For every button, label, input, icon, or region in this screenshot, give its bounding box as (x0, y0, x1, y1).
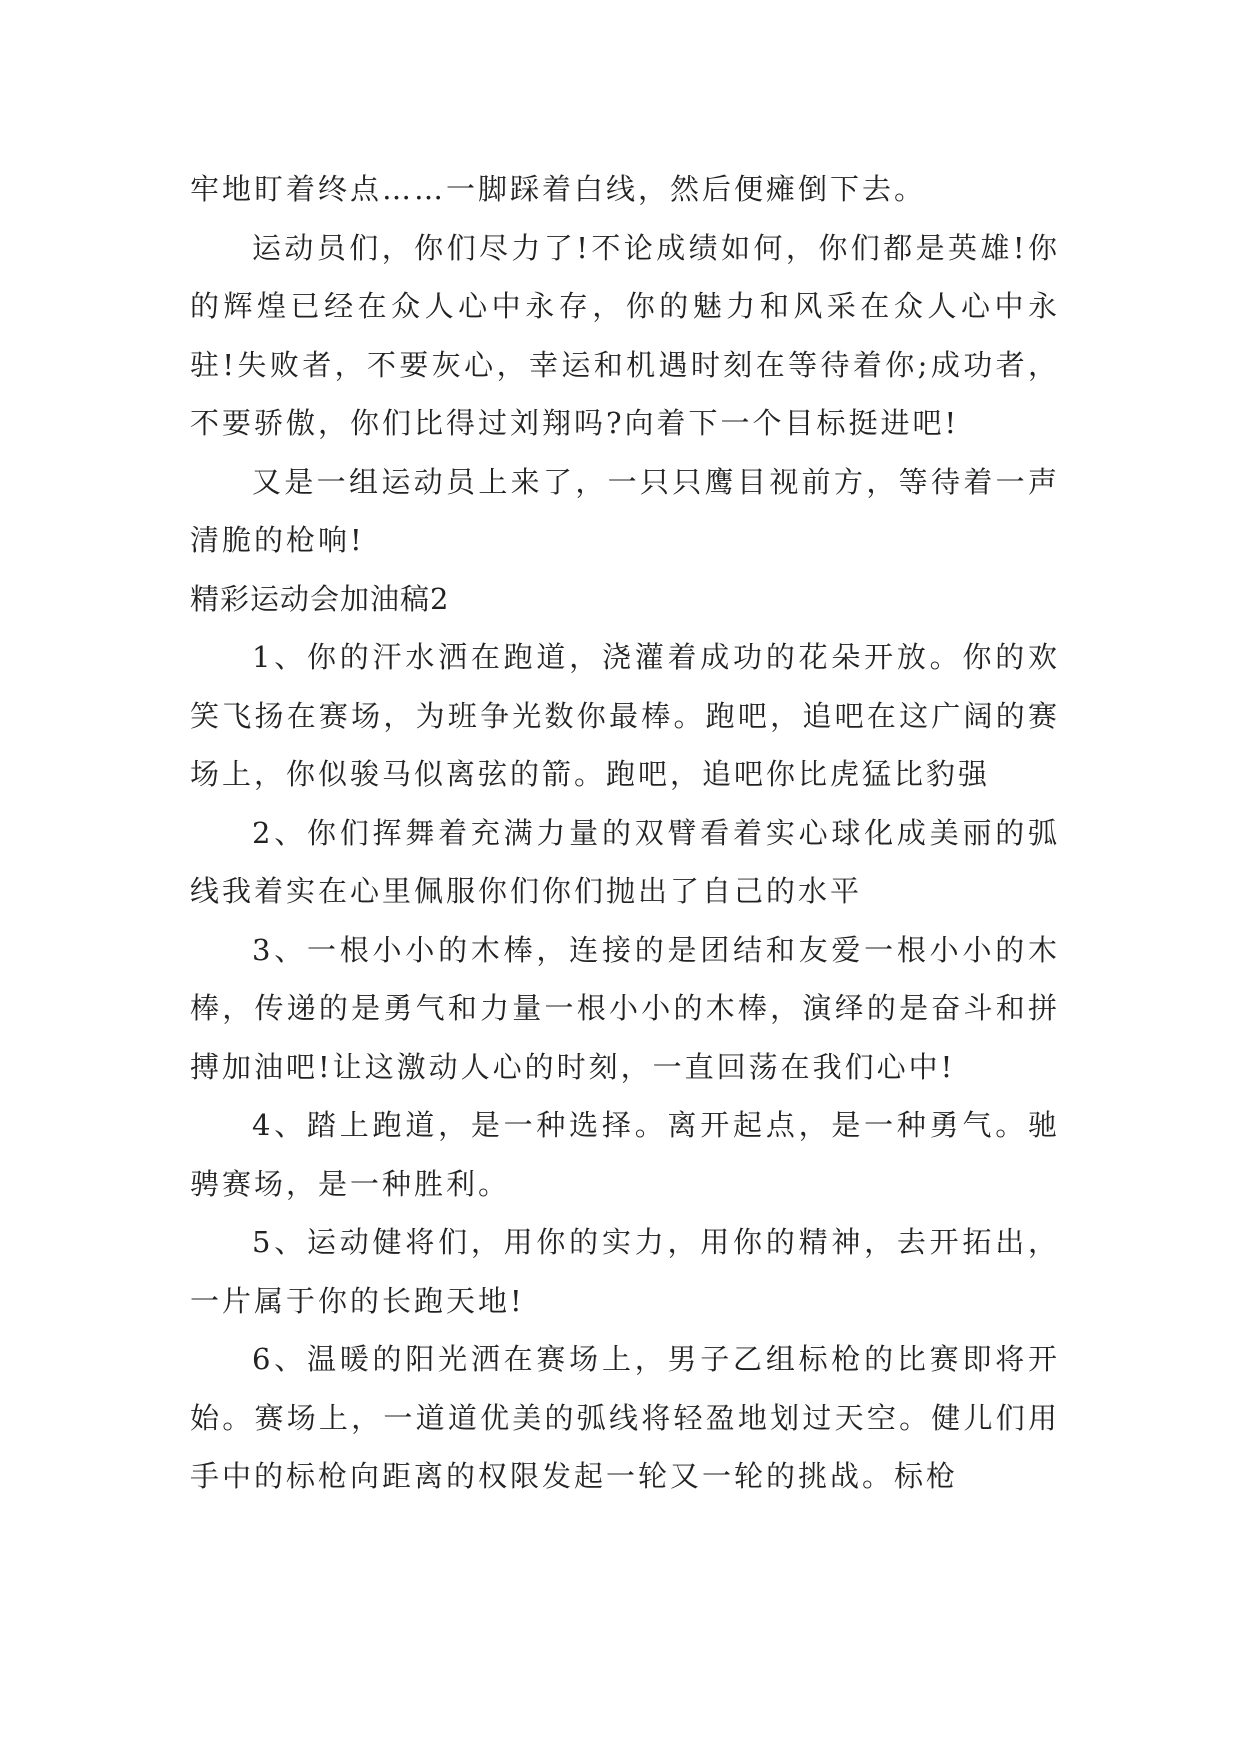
document-body (190, 160, 1060, 1506)
paragraph-athletes-effort: 运动员们，你们尽力了!不论成绩如何，你们都是英雄!你的辉煌已经在众人心中永存，你的魅力和风采在众人心中永驻!失败者，不要灰心，幸运和机遇时刻在等待着你;成功者，不要骄傲，你们比得过刘翔吗?向着下一个目标挺进吧! (190, 230, 1060, 440)
list-item: 5、运动健将们，用你的实力，用你的精神，去开拓出，一片属于你的长跑天地! (190, 1225, 1060, 1318)
list-item: 4、踏上跑道，是一种选择。离开起点，是一种勇气。驰骋赛场，是一种胜利。 (190, 1108, 1060, 1201)
list-item: 6、温暖的阳光洒在赛场上，男子乙组标枪的比赛即将开始。赛场上，一道道优美的弧线将轻盈地划过天空。健儿们用手中的标枪向距离的权限发起一轮又一轮的挑战。标枪 (190, 1342, 1060, 1493)
list-item: 1、你的汗水洒在跑道，浇灌着成功的花朵开放。你的欢笑飞扬在赛场，为班争光数你最棒。跑吧，追吧在这广阔的赛场上，你似骏马似离弦的箭。跑吧，追吧你比虎猛比豹强 (190, 640, 1060, 791)
section-title: 精彩运动会加油稿2 (190, 581, 450, 616)
paragraph-continuation: 牢地盯着终点……一脚踩着白线，然后便瘫倒下去。 (190, 172, 927, 206)
list-item: 2、你们挥舞着充满力量的双臂看着实心球化成美丽的弧线我着实在心里佩服你们你们抛出了自己的水平 (190, 815, 1060, 908)
list-item: 3、一根小小的木棒，连接的是团结和友爱一根小小的木棒，传递的是勇气和力量一根小小的木棒，演绎的是奋斗和拼搏加油吧!让这激动人心的时刻，一直回荡在我们心中! (190, 932, 1060, 1084)
paragraph-next-group: 又是一组运动员上来了，一只只鹰目视前方，等待着一声清脆的枪响! (190, 464, 1060, 557)
